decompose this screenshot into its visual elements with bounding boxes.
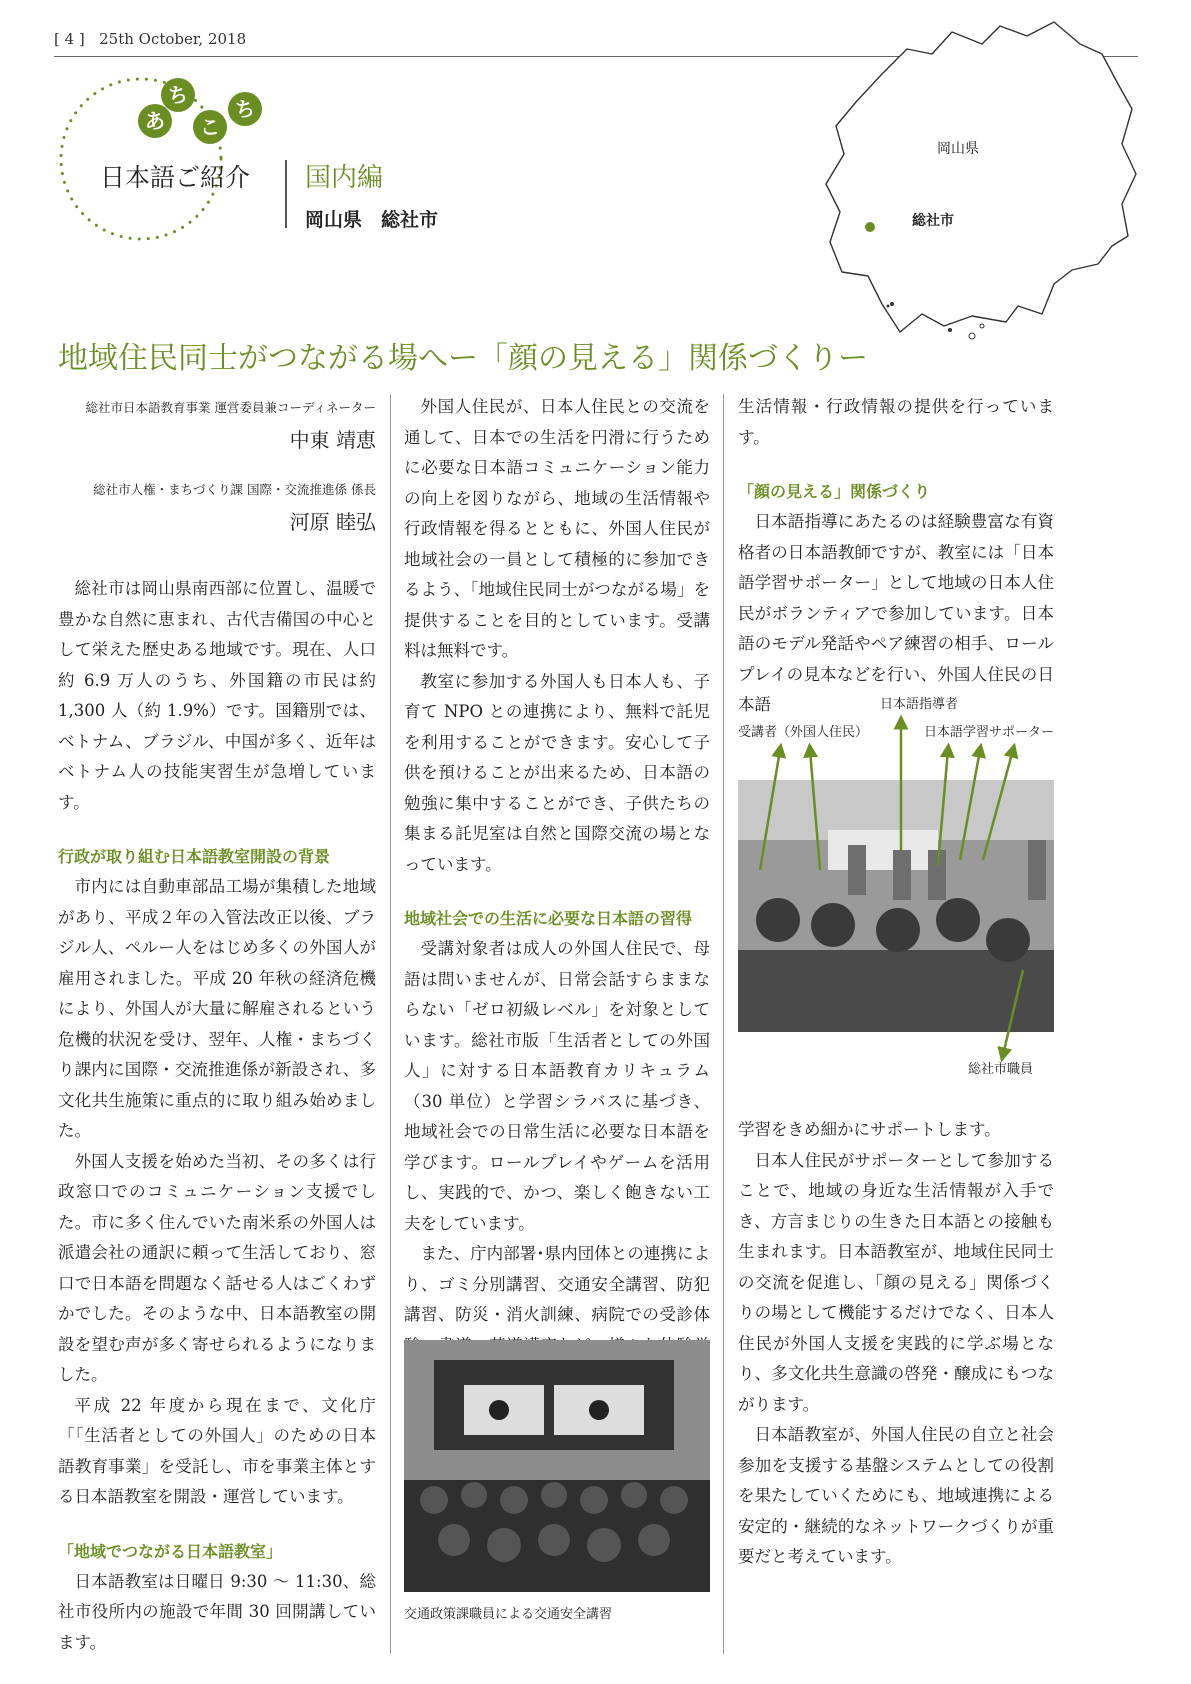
paragraph: 日本人住民がサポーターとして参加することで、地域の身近な生活情報が入手でき、方言まじりの生きた日本語との接触も生まれます。日本語教室が、地域住民同士の交流を促進し、「顔の見える」関係づくりの場として機能するだけでなく、日本人住民が外国人支援を実践的に学ぶ場となり、多文化共生意識の啓発・醸成にもつながります。 bbox=[738, 1150, 1054, 1414]
okayama-map-icon bbox=[822, 14, 1140, 359]
authors bbox=[58, 398, 376, 544]
author-name: 河原 睦弘 bbox=[289, 510, 376, 534]
paragraph: 生活情報・行政情報の提供を行っています。 bbox=[738, 397, 1054, 447]
column-2-body bbox=[404, 392, 710, 1392]
column-1-body bbox=[58, 574, 376, 1658]
logo-bubble: こ bbox=[193, 110, 227, 144]
column-3-body-top bbox=[738, 392, 1054, 721]
column-3-lower bbox=[738, 1115, 1054, 1573]
column-3-body-bottom bbox=[738, 1115, 1054, 1573]
subheading: 地域社会での生活に必要な日本語の習得 bbox=[404, 909, 693, 928]
page-info bbox=[54, 30, 246, 48]
label-arrows bbox=[738, 700, 1078, 1080]
subheading: 行政が取り組む日本語教室開設の背景 bbox=[58, 847, 331, 866]
column-1 bbox=[58, 398, 376, 1658]
logo-bubble: ち bbox=[228, 92, 262, 126]
paragraph: 総社市は岡山県南西部に位置し、温暖で豊かな自然に恵まれ、古代吉備国の中心として栄えた歴史ある地域です。現在、人口約 6.9 万人のうち、外国籍の市民は約 1,300 人（約 1.9%）です。国籍別では、ベトナム、ブラジル、中国が多く、近年はベトナム人の技能実習生が急増しています。 bbox=[58, 579, 376, 812]
paragraph: 外国人住民が、日本人住民との交流を通して、日本での生活を円滑に行うために必要な日本語コミュニケーション能力の向上を図りながら、地域の生活情報や行政情報を得るとともに、外国人住民が地域社会の一員として積極的に参加できるよう、「地域住民同士がつながる場」を提供することを目的としています。受講料は無料です。 bbox=[404, 397, 710, 660]
paragraph: 学習をきめ細かにサポートします。 bbox=[738, 1120, 1001, 1139]
map-city-label: 総社市 bbox=[912, 213, 954, 229]
author-name: 中東 靖恵 bbox=[289, 428, 376, 452]
subheading: 「地域でつながる日本語教室」 bbox=[58, 1541, 283, 1561]
paragraph: また、庁内部署･県内団体との連携により、ゴミ分別講習、交通安全講習、防犯講習、防災・消火訓練、病院での受診体 bbox=[404, 1244, 710, 1324]
paragraph: 教室に参加する外国人も日本人も、子育て NPO との連携により、無料で託児を利用することができます。安心して子供を預けることが出来るため、日本語の勉強に集中することができ、子供たちの集まる託児室は自然と国際交流の場となっています。 bbox=[404, 671, 710, 874]
label-supporters: 日本語学習サポーター bbox=[924, 725, 1055, 740]
issue-date: 25th October, 2018 bbox=[99, 30, 247, 48]
subheading: 「顔の見える」関係づくり bbox=[738, 482, 931, 501]
paragraph: 日本語指導にあたるのは経験豊富な有資格者の日本語教師ですが、教室には「日本語学習サポーター」として地域の日本人住民がボランティアで参加しています。日本語のモデル発話やペア練習の相手、ロールプレイの見本などを行い、外国人住民の日本語 bbox=[738, 512, 1054, 714]
location-label: 岡山県 総社市 bbox=[305, 209, 439, 231]
paragraph: 日本語教室が、外国人住民の自立と社会参加を支援する基盤システムとしての役割を果たしていくためにも、地域連携による安定的・継続的なネットワークづくりが重要だと考えています。 bbox=[738, 1425, 1054, 1566]
section-label: 国内編 bbox=[305, 163, 384, 193]
column-divider bbox=[723, 394, 724, 1654]
author-role: 総社市人権・まちづくり課 国際・交流推進係 係長 bbox=[93, 482, 376, 497]
page-number: [ 4 ] bbox=[54, 30, 85, 48]
article-headline: 地域住民同士がつながる場へー「顔の見える」関係づくりー bbox=[58, 341, 868, 376]
logo-bubble: あ bbox=[138, 104, 172, 138]
map-prefecture-label: 岡山県 bbox=[937, 141, 979, 157]
paragraph: 日本語教室は日曜日 9:30 〜 11:30、総社市役所内の施設で年間 30 回開講しています。 bbox=[58, 1571, 376, 1652]
logo-bubble: ち bbox=[161, 78, 195, 112]
paragraph: 市内には自動車部品工場が集積した地域があり、平成２年の入管法改正以後、ブラジル人、ペルー人をはじめ多くの外国人が雇用されました。平成 20 年秋の経済危機により、外国人が大量に解雇されるという危機的状況を受け、翌年、人権・まちづくり課内に国際・交流推進係が新設され、多文化共生施策に重点的に取り組み始めました。 bbox=[58, 877, 376, 1140]
column-3 bbox=[738, 392, 1054, 721]
logo-title: 日本語ご紹介 bbox=[100, 163, 251, 192]
paragraph: 受講対象者は成人の外国人住民で、母語は問いませんが、日常会話すらままならない「ゼロ初級レベル」を対象としています。総社市版「生活者としての外国人」に対する日本語教育カリキュラム（30 単位）と学習シラバスに基づき、地域社会での日常生活に必要な日本語を学びます。ロールプレイやゲームを活用し、実践的で、かつ、楽しく飽きない工夫をしています。 bbox=[404, 939, 710, 1233]
label-instructor: 日本語指導者 bbox=[880, 697, 959, 712]
label-learners: 受講者（外国人住民） bbox=[738, 725, 869, 740]
traffic-safety-photo bbox=[404, 1340, 710, 1592]
paragraph: 平成 22 年度から現在まで、文化庁「「生活者としての外国人」のための日本語教育事業」を受託し、市を事業主体とする日本語教室を開設・運営しています。 bbox=[58, 1395, 376, 1506]
column-divider bbox=[390, 394, 391, 1654]
column-2 bbox=[404, 392, 710, 1392]
city-marker bbox=[865, 222, 875, 232]
photo-caption: 交通政策課職員による交通安全講習 bbox=[404, 1607, 613, 1622]
author-role: 総社市日本語教育事業 運営委員兼コーディネーター bbox=[85, 400, 376, 415]
paragraph: 外国人支援を始めた当初、その多くは行政窓口でのコミュニケーション支援でした。市に多く住んでいた南米系の外国人は派遣会社の通訳に頼って生活しており、窓口で日本語を問題なく話せる人はごくわずかでした。そのような中、日本語教室の開設を望む声が多く寄せられるようになりました。 bbox=[58, 1151, 376, 1384]
label-staff: 総社市職員 bbox=[968, 1062, 1034, 1077]
title-divider bbox=[285, 160, 287, 228]
